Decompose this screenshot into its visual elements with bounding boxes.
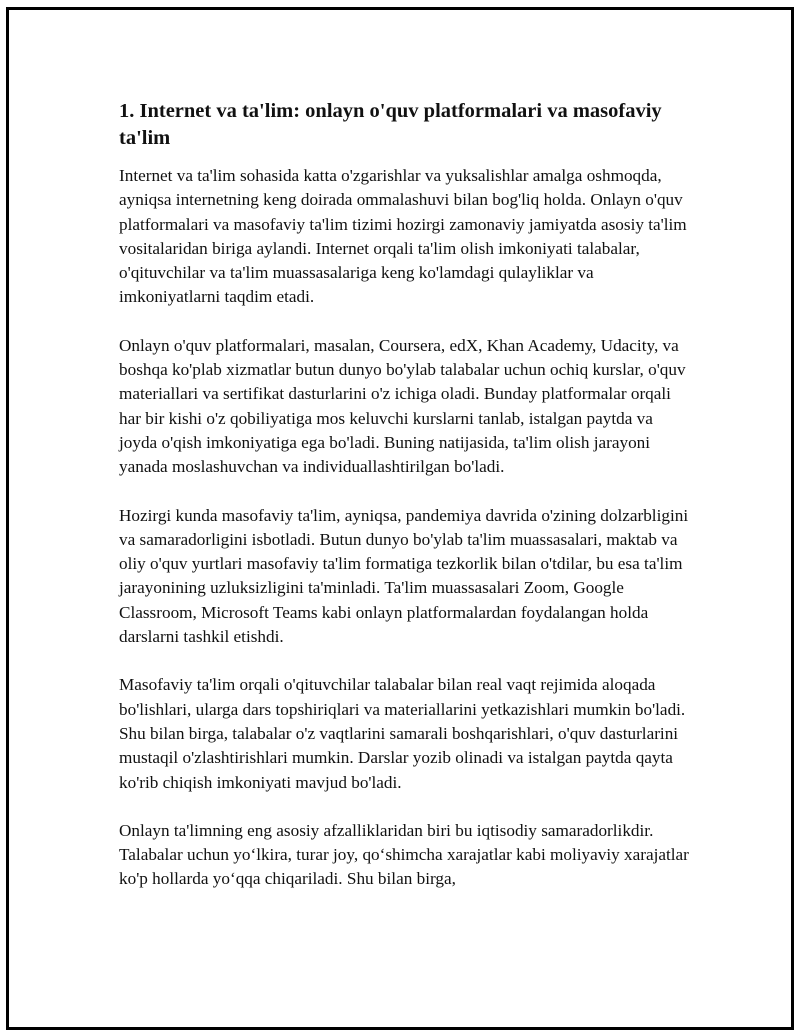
document-body — [119, 98, 694, 916]
paragraph-platforms: Onlayn o'quv platformalari, masalan, Coursera, edX, Khan Academy, Udacity, va boshqa ko'plab xizmatlar butun dunyo bo'ylab talabalar uchun ochiq kurslar, o'quv materiallari va sertifikat dasturlarini o'z ichiga oladi. Bunday platformalar orqali har bir kishi o'z qobiliyatiga mos keluvchi kurslarni tanlab, istalgan paytda va joyda o'qish imkoniyatiga ega bo'ladi. Buning natijasida, ta'lim olish jarayoni yanada moslashuvchan va individuallashtirilgan bo'ladi. — [119, 335, 686, 477]
paragraph-pandemic: Hozirgi kunda masofaviy ta'lim, ayniqsa, pandemiya davrida o'zining dolzarbligini va samaradorligini isbotladi. Butun dunyo bo'ylab ta'lim muassasalari, maktab va oliy o'quv yurtlari masofaviy ta'lim formatiga tezkorlik bilan o'tdilar, bu esa ta'lim jarayonining uzluksizligini ta'minladi. Ta'lim muassasalari Zoom, Google Classroom, Microsoft Teams kabi onlayn platformalardan foydalangan holda darslarni tashkil etishdi. — [119, 505, 689, 647]
document-title: 1. Internet va ta'lim: onlayn o'quv platformalari va masofaviy ta'lim — [119, 100, 662, 149]
page-frame — [6, 7, 794, 1030]
paragraph-teachers: Masofaviy ta'lim orqali o'qituvchilar talabalar bilan real vaqt rejimida aloqada bo'lishlari, ularga dars topshiriqlari va materiallarini yetkazishlari mumkin bo'ladi. Shu bilan birga, talabalar o'z vaqtlarini samarali boshqarishlari, o'quv dasturlarini mustaqil o'zlashtirishlari mumkin. Darslar yozib olinadi va istalgan paytda qayta ko'rib chiqish imkoniyati mavjud bo'ladi. — [119, 675, 686, 792]
paragraph-economics: Onlayn ta'limning eng asosiy afzalliklaridan biri bu iqtisodiy samaradorlikdir. Talabalar uchun yo‘lkira, turar joy, qo‘shimcha xarajatlar kabi moliyaviy xarajatlar ko'p hollarda yo‘qqa chiqariladi. Shu bilan birga, — [119, 820, 689, 889]
paragraph-intro: Internet va ta'lim sohasida katta o'zgarishlar va yuksalishlar amalga oshmoqda, ayniqsa internetning keng doirada ommalashuvi bilan bog'liq holda. Onlayn o'quv platformalari va masofaviy ta'lim tizimi hozirgi zamonaviy jamiyatda asosiy ta'lim vositalaridan biriga aylandi. Internet orqali ta'lim olish imkoniyati talabalar, o'qituvchilar va ta'lim muassasalariga keng ko'lamdagi qulayliklar va imkoniyatlarni taqdim etadi. — [119, 166, 687, 307]
